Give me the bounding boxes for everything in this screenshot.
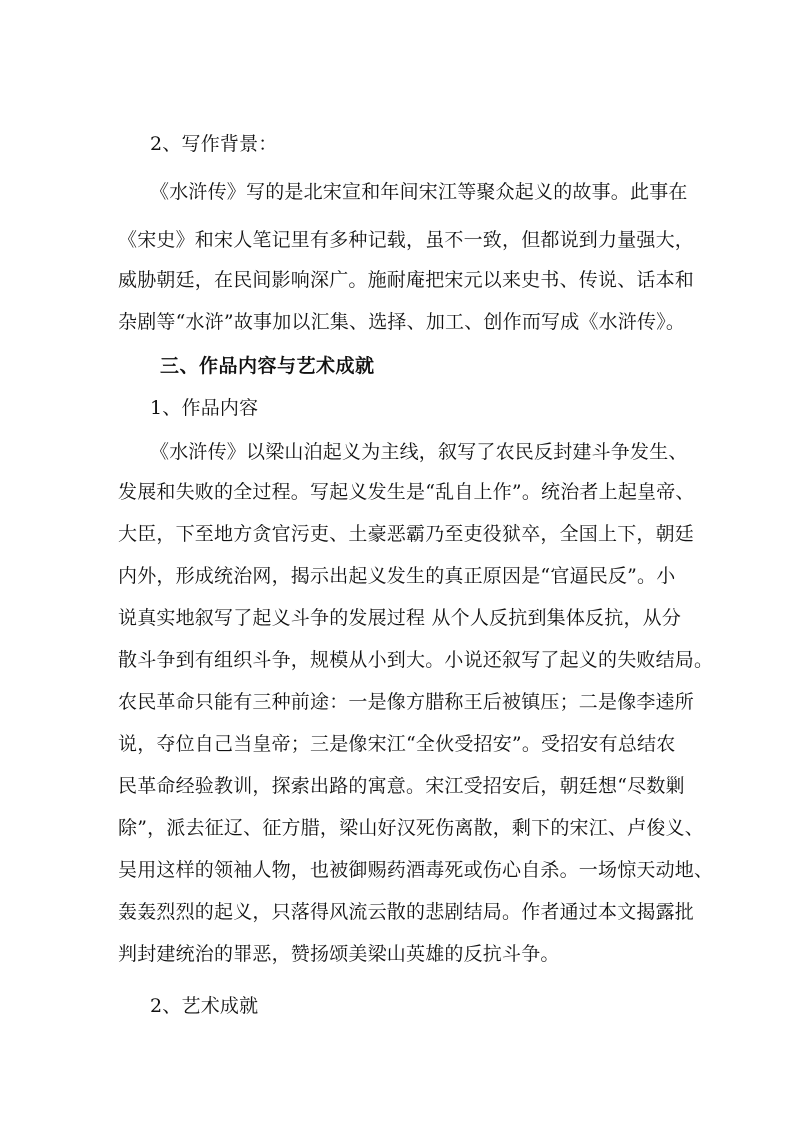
paragraph-line: 《水浒传》以梁山泊起义为主线，叙写了农民反封建斗争发生、	[150, 441, 688, 463]
subsection-heading-art: 2、艺术成就	[150, 995, 259, 1017]
paragraph-line: 轰轰烈烈的起义，只落得风流云散的悲剧结局。作者通过本文揭露批	[118, 901, 695, 923]
paragraph-line: 说真实地叙写了起义斗争的发展过程 从个人反抗到集体反抗，从分	[118, 607, 682, 629]
paragraph-line: 杂剧等“水浒”故事加以汇集、选择、加工、创作而写成《水浒传》。	[118, 311, 686, 333]
paragraph-line: 大臣，下至地方贪官污吏、土豪恶霸乃至吏役狱卒，全国上下，朝廷	[118, 523, 695, 545]
paragraph-line: 威胁朝廷，在民间影响深广。施耐庵把宋元以来史书、传说、话本和	[118, 269, 695, 291]
subsection-heading-content: 1、作品内容	[150, 397, 259, 419]
paragraph-line: 民革命经验教训，探索出路的寓意。宋江受招安后，朝廷想“尽数剿	[118, 775, 685, 797]
paragraph-line: 吴用这样的领袖人物，也被御赐药酒毒死或伤心自杀。一场惊天动地、	[118, 859, 714, 881]
paragraph-line: 发展和失败的全过程。写起义发生是“乱自上作”。统治者上起皇帝、	[118, 481, 695, 503]
paragraph-line: 判封建统治的罪恶，赞扬颂美梁山英雄的反抗斗争。	[118, 943, 560, 965]
section-heading-writing-background: 2、写作背景：	[150, 133, 278, 155]
paragraph-line: 《水浒传》写的是北宋宣和年间宋江等聚众起义的故事。此事在	[150, 181, 688, 203]
paragraph-line: 说，夺位自己当皇帝；三是像宋江“全伙受招安”。受招安有总结农	[118, 733, 676, 755]
paragraph-line: 内外，形成统治网，揭示出起义发生的真正原因是“官逼民反”。小	[118, 565, 676, 587]
paragraph-line: 除”，派去征辽、征方腊，梁山好汉死伤离散，剩下的宋江、卢俊义、	[118, 817, 704, 839]
paragraph-line: 散斗争到有组织斗争，规模从小到大。小说还叙写了起义的失败结局。	[118, 649, 714, 671]
paragraph-line: 农民革命只能有三种前途：一是像方腊称王后被镇压；二是像李逵所	[118, 691, 695, 713]
section-heading-content-and-art: 三、作品内容与艺术成就	[160, 355, 375, 377]
paragraph-line: 《宋史》和宋人笔记里有多种记载，虽不一致，但都说到力量强大，	[118, 229, 695, 251]
